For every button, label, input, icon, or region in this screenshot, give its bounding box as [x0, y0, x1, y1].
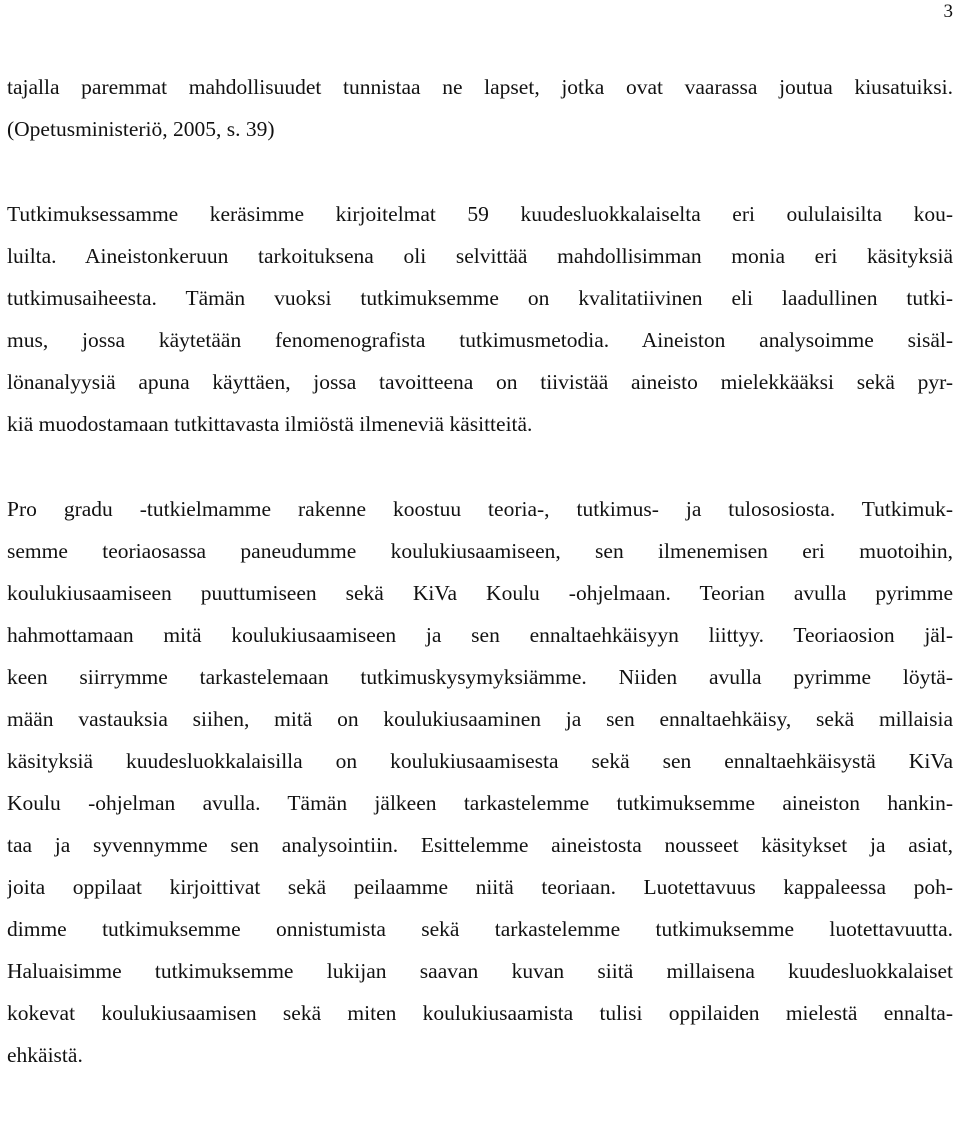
- paragraph-1: [7, 66, 953, 150]
- text-line: Koulu -ohjelman avulla. Tämän jälkeen tarkastelemme tutkimuksemme aineiston hankin-: [7, 791, 953, 815]
- text-line: kokevat koulukiusaamisen sekä miten koulukiusaamista tulisi oppilaiden mielestä ennalta-: [7, 1001, 953, 1025]
- text-line: lönanalyysiä apuna käyttäen, jossa tavoitteena on tiivistää aineisto mielekkääksi sekä pyr-: [7, 370, 953, 394]
- text-line: (Opetusministeriö, 2005, s. 39): [7, 117, 275, 141]
- text-line: hahmottamaan mitä koulukiusaamiseen ja sen ennaltaehkäisyyn liittyy. Teoriaosion jäl-: [7, 623, 953, 647]
- text-line: dimme tutkimuksemme onnistumista sekä tarkastelemme tutkimuksemme luotettavuutta.: [7, 917, 953, 941]
- text-line: kiä muodostamaan tutkittavasta ilmiöstä ilmeneviä käsitteitä.: [7, 412, 533, 436]
- text-line: Pro gradu -tutkielmamme rakenne koostuu teoria-, tutkimus- ja tulososiosta. Tutkimuk-: [7, 497, 953, 521]
- text-line: tutkimusaiheesta. Tämän vuoksi tutkimuksemme on kvalitatiivinen eli laadullinen tutki-: [7, 286, 953, 310]
- text-line: ehkäistä.: [7, 1043, 83, 1067]
- document-body: [7, 66, 953, 1076]
- text-line: Tutkimuksessamme keräsimme kirjoitelmat 59 kuudesluokkalaiselta eri oululaisilta kou-: [7, 202, 953, 226]
- text-line: taa ja syvennymme sen analysointiin. Esittelemme aineistosta nousseet käsitykset ja asiat,: [7, 833, 953, 857]
- text-line: mus, jossa käytetään fenomenografista tutkimusmetodia. Aineiston analysoimme sisäl-: [7, 328, 953, 352]
- paragraph-3: [7, 488, 953, 1076]
- text-line: joita oppilaat kirjoittivat sekä peilaamme niitä teoriaan. Luotettavuus kappaleessa poh-: [7, 875, 953, 899]
- paragraph-2: [7, 193, 953, 445]
- text-line: tajalla paremmat mahdollisuudet tunnistaa ne lapset, jotka ovat vaarassa joutua kiusatuiksi.: [7, 75, 953, 99]
- text-line: keen siirrymme tarkastelemaan tutkimuskysymyksiämme. Niiden avulla pyrimme löytä-: [7, 665, 953, 689]
- text-line: käsityksiä kuudesluokkalaisilla on koulukiusaamisesta sekä sen ennaltaehkäisystä KiVa: [7, 749, 953, 773]
- text-line: Haluaisimme tutkimuksemme lukijan saavan kuvan siitä millaisena kuudesluokkalaiset: [7, 959, 953, 983]
- text-line: mään vastauksia siihen, mitä on koulukiusaaminen ja sen ennaltaehkäisy, sekä millaisia: [7, 707, 953, 731]
- text-line: semme teoriaosassa paneudumme koulukiusaamiseen, sen ilmenemisen eri muotoihin,: [7, 539, 953, 563]
- text-line: koulukiusaamiseen puuttumiseen sekä KiVa Koulu -ohjelmaan. Teorian avulla pyrimme: [7, 581, 953, 605]
- text-line: luilta. Aineistonkeruun tarkoituksena oli selvittää mahdollisimman monia eri käsityksiä: [7, 244, 953, 268]
- page-number: 3: [943, 1, 953, 22]
